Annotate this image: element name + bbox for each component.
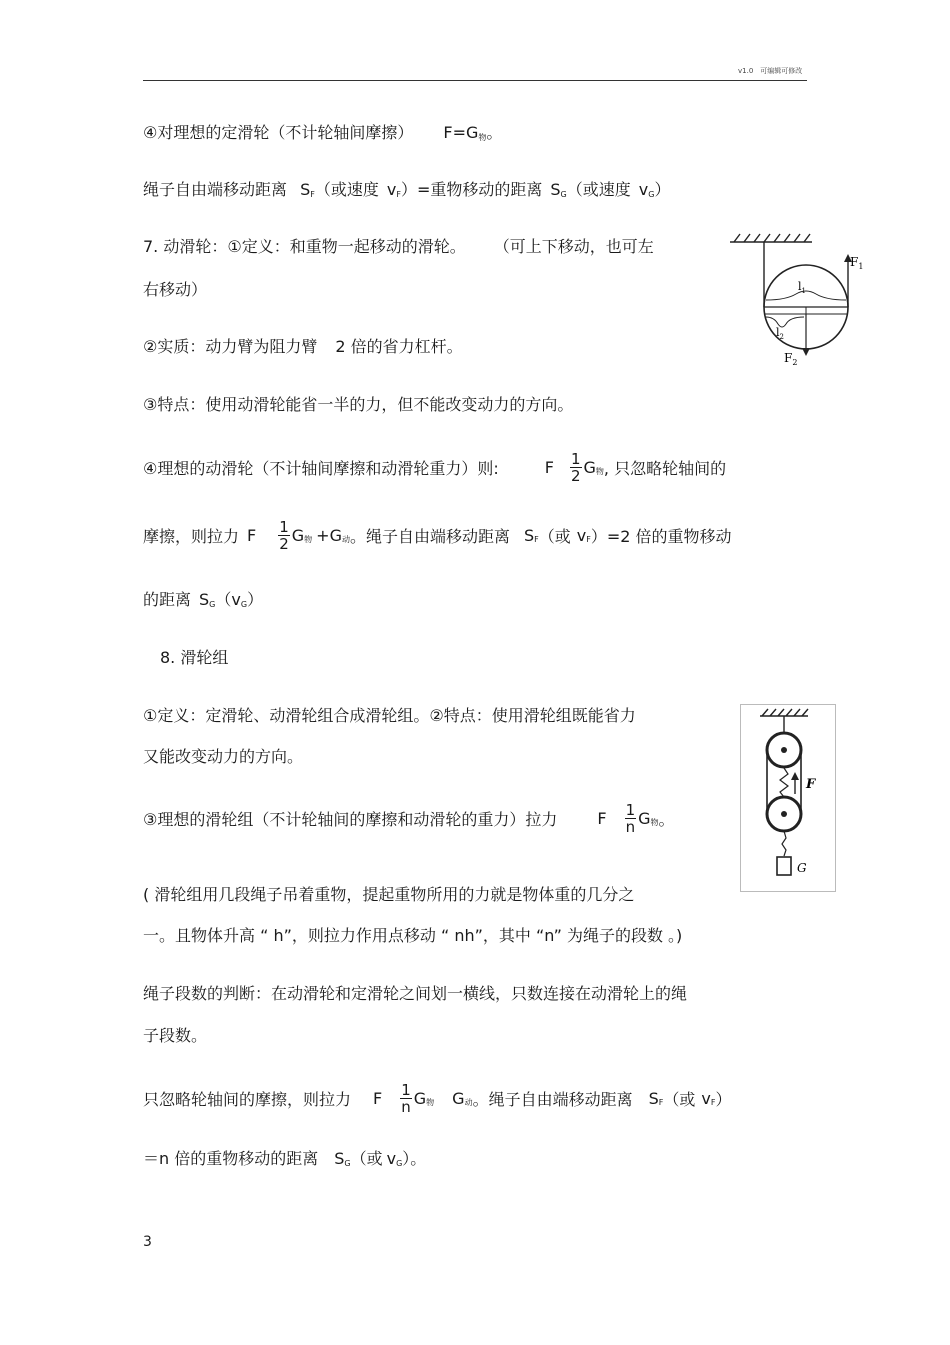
subscript: 物 <box>304 535 313 544</box>
line-text: （或速度 <box>314 180 379 199</box>
formula-text: F <box>373 1089 383 1108</box>
subscript: F <box>710 1098 716 1107</box>
formula-text: S <box>300 180 311 199</box>
line-text: （或 <box>350 1149 383 1168</box>
text-line <box>143 1082 731 1115</box>
f1-label: $F_1$ <box>850 255 864 271</box>
fraction-numerator: 1 <box>570 450 581 468</box>
movable-pulley-axle <box>781 811 787 817</box>
subscript: F <box>658 1098 664 1107</box>
line-text: 2 倍的省力杠杆。 <box>335 337 463 356</box>
line-text: 的距离 <box>143 590 192 609</box>
fraction <box>625 802 637 835</box>
line-text: ）=重物移动的距离 <box>400 180 543 199</box>
subscript: F <box>310 190 315 199</box>
line-text: 。 <box>486 123 503 142</box>
subscript: G <box>240 600 248 609</box>
text-line <box>143 1146 426 1169</box>
subscript: 物 <box>650 818 659 827</box>
pulley-block-figure <box>740 704 836 892</box>
text-line: 绳子段数的判断：在动滑轮和定滑轮之间划一横线，只数连接在动滑轮上的绳 <box>143 984 688 1003</box>
ceiling-hatch <box>730 234 812 242</box>
text-line <box>143 802 675 835</box>
formula-text: S <box>648 1089 659 1108</box>
fraction-denominator: 2 <box>279 535 289 553</box>
brace-l2 <box>766 317 804 327</box>
fraction-denominator: 2 <box>570 467 581 485</box>
g-label: G <box>797 861 807 875</box>
formula-text: F <box>597 809 607 828</box>
text-line: ③特点：使用动滑轮能省一半的力，但不能改变动力的方向。 <box>143 395 574 414</box>
subscript: 物 <box>426 1098 435 1107</box>
header-rule <box>143 80 807 81</box>
line-text: 绳子自由端移动距离 <box>143 180 288 199</box>
subscript: G <box>648 190 655 199</box>
fraction-denominator: n <box>401 1098 411 1116</box>
text-line: 右移动） <box>143 280 208 299</box>
line-text: （或 <box>538 527 571 546</box>
text-line <box>143 519 732 552</box>
formula-text: S <box>199 590 210 609</box>
fraction <box>400 1082 412 1115</box>
line-text: ②实质：动力臂为阻力臂 <box>143 337 318 356</box>
fixed-pulley-axle <box>781 747 787 753</box>
fraction-denominator: n <box>625 818 636 836</box>
line-text: ④对理想的定滑轮（不计轮轴间摩擦） <box>143 123 414 142</box>
formula-text: G <box>638 809 651 828</box>
formula-text: G <box>452 1089 465 1108</box>
line-text: ） <box>654 180 671 199</box>
subscript: G <box>560 190 567 199</box>
line-text: （可上下移动，也可左 <box>493 237 654 256</box>
line-text: ）。 <box>402 1149 427 1168</box>
fraction-numerator: 1 <box>625 801 636 819</box>
formula-text: F <box>544 458 554 477</box>
formula-text: v <box>576 526 587 545</box>
page-header: v1.0 可编辑可修改 <box>738 67 803 75</box>
formula-text: +G <box>316 526 342 545</box>
fraction-numerator: 1 <box>279 518 289 536</box>
formula-text: v <box>638 180 649 199</box>
l1-label: $l_1$ <box>798 280 806 295</box>
text-line <box>143 120 502 143</box>
fraction-numerator: 1 <box>401 1081 411 1099</box>
text-line: 又能改变动力的方向。 <box>143 747 304 766</box>
formula-text: G <box>291 526 305 545</box>
text-line <box>143 334 463 357</box>
text-line: ①定义：定滑轮、动滑轮组合成滑轮组。②特点：使用滑轮组既能省力 <box>143 706 636 725</box>
text-line: 一。且物体升高 “ h”，则拉力作用点移动 “ nh”，其中 “n” 为绳子的段数 。) <box>143 926 683 945</box>
subscript: G <box>209 600 216 609</box>
formula-text: S <box>550 180 561 199</box>
fraction <box>570 451 582 484</box>
text-line: 子段数。 <box>143 1026 208 1045</box>
subscript: F <box>396 190 401 199</box>
subscript: 物 <box>595 467 604 476</box>
line-text: （或速度 <box>566 180 631 199</box>
formula-text: G <box>583 458 596 477</box>
subscript: F <box>534 535 539 544</box>
f2-label: $F_2$ <box>784 351 798 367</box>
line-text: 。 <box>658 810 675 829</box>
line-text: ）=2 倍的重物移动 <box>590 527 732 546</box>
formula-text: S <box>524 526 535 545</box>
line-text: , 只忽略轮轴间的 <box>603 459 727 478</box>
page-number: 3 <box>143 1234 152 1250</box>
line-text: ） <box>247 590 264 609</box>
text-line <box>143 234 654 257</box>
text-line: ( 滑轮组用几段绳子吊着重物，提起重物所用的力就是物体重的几分之 <box>143 885 635 904</box>
formula-text: F=G <box>443 123 479 142</box>
text-line <box>143 587 263 610</box>
subscript: 物 <box>478 133 487 142</box>
line-text: ④理想的动滑轮（不计轴间摩擦和动滑轮重力）则: <box>143 459 499 478</box>
line-text: ③理想的滑轮组（不计轮轴间的摩擦和动滑轮的重力）拉力 <box>143 810 558 829</box>
line-text: ） <box>715 1090 732 1109</box>
line-text: 摩擦，则拉力 <box>143 527 240 546</box>
subscript: G <box>344 1159 351 1168</box>
line-text: ＝n 倍的重物移动的距离 <box>143 1149 319 1168</box>
line-text: 。绳子自由端移动距离 <box>472 1090 633 1109</box>
subscript: F <box>586 535 591 544</box>
line-text: 只忽略轮轴间的摩擦，则拉力 <box>143 1090 352 1109</box>
load-block <box>777 857 791 875</box>
l2-label: $l_2$ <box>776 326 784 341</box>
section-heading: 8. 滑轮组 <box>160 648 229 667</box>
formula-text: G <box>413 1089 427 1108</box>
formula-text: v <box>386 1149 397 1168</box>
text-line <box>143 177 670 200</box>
brace-l1 <box>766 291 846 300</box>
line-text: （或 <box>663 1090 696 1109</box>
formula-text: F <box>247 526 257 545</box>
fraction <box>278 519 290 552</box>
movable-pulley-figure <box>726 232 872 367</box>
subscript: 动 <box>464 1098 473 1107</box>
formula-text: v <box>701 1089 711 1108</box>
line-text: 。绳子自由端移动距离 <box>349 527 510 546</box>
formula-text: S <box>334 1149 345 1168</box>
subscript: G <box>396 1159 403 1168</box>
formula-text: v <box>386 180 397 199</box>
text-line <box>143 451 726 484</box>
f-label: F <box>806 777 816 792</box>
subscript: 动 <box>341 535 350 544</box>
line-text: 7. 动滑轮：①定义：和重物一起移动的滑轮。 <box>143 237 466 256</box>
formula-text: （v <box>215 590 241 609</box>
f2-arrowhead <box>802 348 810 356</box>
